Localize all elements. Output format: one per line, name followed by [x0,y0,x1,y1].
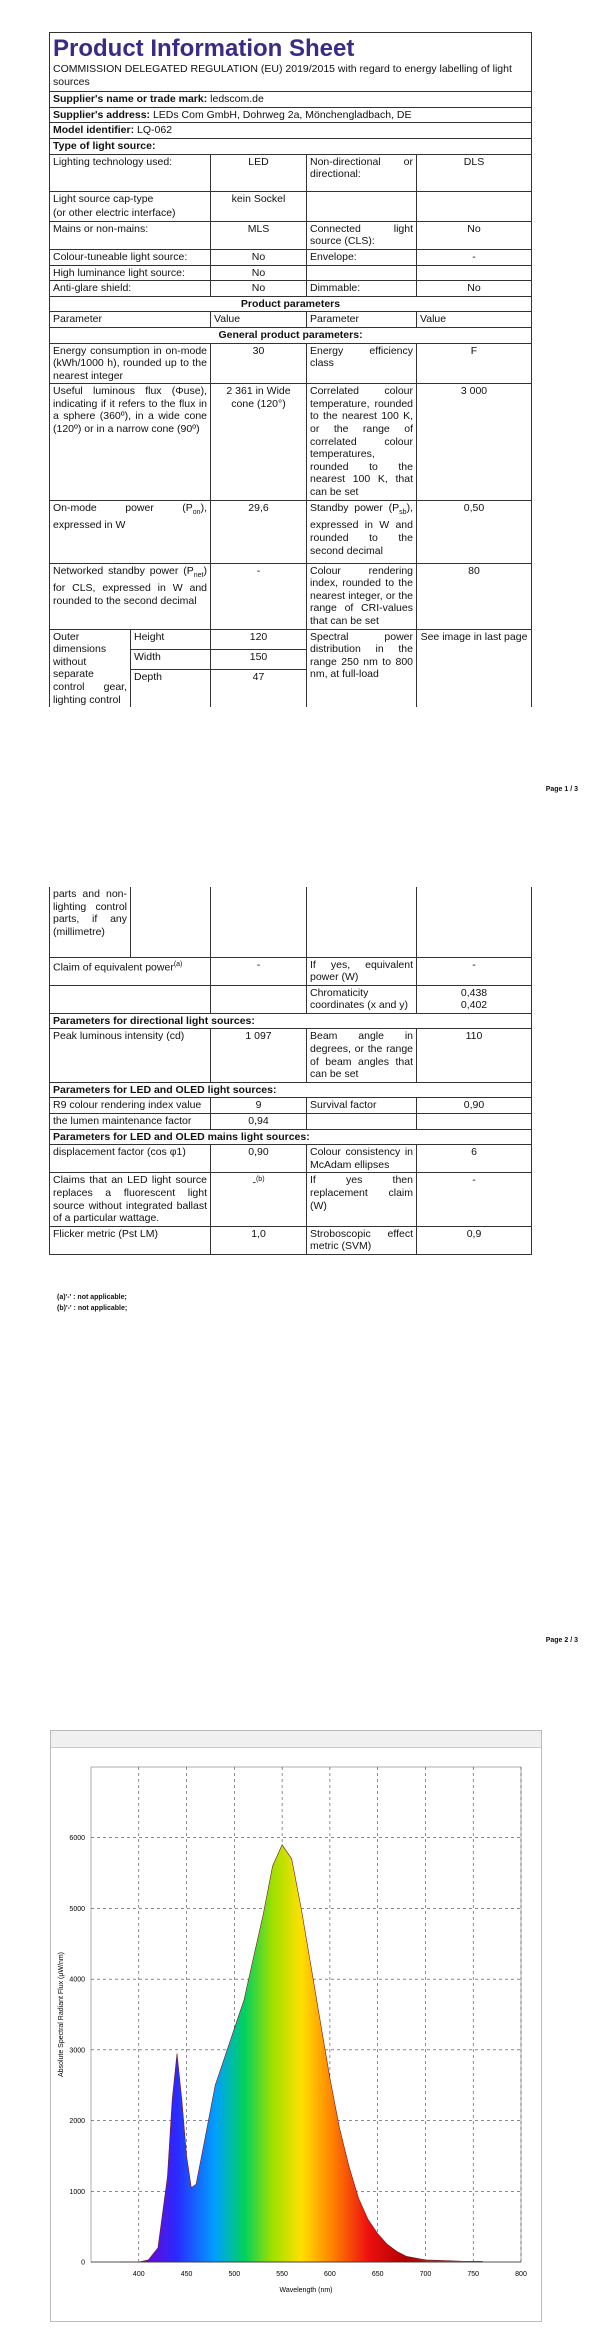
cap-type-label-line1: Light source cap-type [53,192,154,205]
colour-consistency-value: 6 [417,1145,532,1173]
survival-factor-label: Survival factor [307,1098,417,1114]
directional-label: Non-directional or directional: [307,154,417,191]
energy-class-label: Energy efficiency class [307,343,417,384]
cct-value: 3 000 [417,384,532,500]
networked-standby-value: - [211,563,307,629]
y-axis-label: Absolute Spectral Radiant Flux (μW/nm) [58,1951,65,2078]
energy-consumption-label: Energy consumption in on-mode (kWh/1000 h), rounded up to the nearest integer [50,343,211,384]
depth-label: Depth [131,669,211,707]
x-tick-label: 650 [371,2271,384,2278]
chromaticity-label: Chromaticity coordinates (x and y) [307,985,417,1013]
mains-value: MLS [211,221,307,249]
width-value: 150 [211,649,307,669]
colour-consistency-label: Colour consistency in McAdam ellipses [307,1145,417,1173]
product-parameters-heading: Product parameters [50,296,532,312]
displacement-factor-value: 0,90 [211,1145,307,1173]
x-tick-label: 600 [324,2271,336,2278]
peak-intensity-label: Peak luminous intensity (cd) [50,1029,211,1082]
anti-glare-value: No [211,281,307,297]
y-tick-labels [69,1835,85,2266]
x-tick-label: 400 [132,2271,145,2278]
footnote-b: (b)'-' : not applicable; [57,1305,128,1312]
x-tick-label: 500 [228,2271,241,2278]
colour-tuneable-value: No [211,249,307,265]
equivalent-power-value: - [417,957,532,985]
height-value: 120 [211,629,307,649]
anti-glare-label: Anti-glare shield: [50,281,211,297]
fluorescent-claim-label: Claims that an LED light source replaces a fluorescent light source without integrated ballast of a particular wattage. [50,1173,211,1226]
col-header-parameter: Parameter [50,312,211,328]
beam-angle-value: 110 [417,1029,532,1082]
cap-type-label-line2: (or other electric interface) [53,207,176,220]
y-tick-label: 1000 [69,2188,85,2196]
energy-consumption-value: 30 [211,343,307,384]
supplier-name-value: ledscom.de [210,93,264,106]
height-label: Height [131,629,211,649]
spectral-distribution-value: See image in last page [417,629,532,707]
networked-standby-label: Networked standby power $(P_{net})$ for CLS, expressed in W and rounded to the second decimal [50,563,211,629]
y-tick-label: 3000 [69,2047,85,2055]
lumen-maintenance-label: the lumen maintenance factor [50,1114,211,1130]
peak-intensity-value: 1 097 [211,1029,307,1082]
spectral-power-chart [51,1747,541,2321]
depth-value: 47 [211,669,307,707]
energy-class-value: F [417,343,532,384]
replacement-claim-value: - [417,1173,532,1226]
on-mode-power-label: On-mode power $(P_{on})$, expressed in W [50,500,211,563]
colour-tuneable-label: Colour-tuneable light source: [50,249,211,265]
replacement-claim-label: If yes then replacement claim (W) [307,1173,417,1226]
product-info-table-2 [49,887,532,1255]
high-luminance-label: High luminance light source: [50,265,211,281]
survival-factor-value: 0,90 [417,1098,532,1114]
product-info-table-1 [49,32,532,707]
y-tick-label: 0 [81,2259,85,2267]
model-identifier-label: Model identifier: [53,124,135,137]
stroboscopic-label: Stroboscopic effect metric (SVM) [307,1226,417,1254]
y-tick-label: 2000 [69,2118,85,2126]
col-header-value-2: Value [417,312,532,328]
page-number-1: Page 1 / 3 [545,786,578,793]
spectral-distribution-label: Spectral power distribution in the range 250 nm to 800 nm, at full-load [307,629,417,707]
claim-equivalent-value: - [211,957,307,985]
x-tick-label: 700 [419,2271,432,2278]
footnotes [57,1292,127,1314]
standby-power-value: 0,50 [417,500,532,563]
col-header-value: Value [211,312,307,328]
envelope-value: - [417,249,532,265]
cap-type-value: kein Sockel [211,191,307,221]
claim-equivalent-label: Claim of equivalent power$^{(a)}$ [50,957,211,985]
lighting-technology-label: Lighting technology used: [50,154,211,191]
x-tick-label: 800 [515,2271,527,2278]
general-parameters-heading: General product parameters: [50,327,532,343]
supplier-address-value: LEDs Com GmbH, Dohrweg 2a, Mönchengladbach, DE [152,108,412,121]
chromaticity-y: 0,402 [460,999,488,1012]
type-of-light-source-heading: Type of light source: [50,138,532,154]
envelope-label: Envelope: [307,249,417,265]
on-mode-power-value: 29,6 [211,500,307,563]
y-tick-label: 5000 [69,1905,85,1913]
flicker-metric-value: 1,0 [211,1226,307,1254]
led-mains-heading: Parameters for LED and OLED mains light sources: [50,1129,532,1145]
supplier-address-label: Supplier's address: [53,108,151,121]
outer-dimensions-label-cont: parts and non-lighting control parts, if any (millimetre) [50,887,131,957]
luminous-flux-label: Useful luminous flux (Φuse), indicating if it refers to the flux in a sphere (360º), in a wide cone (120º) or in a narrow cone (90º) [50,384,211,500]
flicker-metric-label: Flicker metric (Pst LM) [50,1226,211,1254]
x-tick-label: 750 [467,2271,480,2278]
cri-value: 80 [417,563,532,629]
y-tick-label: 6000 [69,1835,85,1843]
x-tick-label: 550 [276,2271,288,2278]
chromaticity-value [417,985,532,1013]
y-tick-label: 4000 [69,1976,85,1984]
lumen-maintenance-value: 0,94 [211,1114,307,1130]
cls-label: Connected light source (CLS): [307,221,417,249]
dimmable-label: Dimmable: [307,281,417,297]
outer-dimensions-label: Outer dimensions without separate control gear, lighting control [50,629,131,707]
regulation-subtitle: COMMISSION DELEGATED REGULATION (EU) 2019/2015 with regard to energy labelling of light sources [53,63,512,88]
cri-label: Colour rendering index, rounded to the nearest integer, or the range of CRI-values that can be set [307,563,417,629]
page-number-2: Page 2 / 3 [545,1637,578,1644]
luminous-flux-value: 2 361 in Wide cone (120°) [211,384,307,500]
cap-type-label [50,191,211,221]
page-title: Product Information Sheet [53,35,355,62]
r9-label: R9 colour rendering index value [50,1098,211,1114]
lighting-technology-value: LED [211,154,307,191]
standby-power-label: Standby power $(P_{sb})$, expressed in W and rounded to the second decimal [307,500,417,563]
col-header-parameter-2: Parameter [307,312,417,328]
r9-value: 9 [211,1098,307,1114]
chart-toolbar [51,1731,541,1748]
directional-value: DLS [417,154,532,191]
high-luminance-value: No [211,265,307,281]
beam-angle-label: Beam angle in degrees, or the range of beam angles that can be set [307,1029,417,1082]
dimmable-value: No [417,281,532,297]
mains-label: Mains or non-mains: [50,221,211,249]
cct-label: Correlated colour temperature, rounded to the nearest 100 K, or the range of correlated colour temperatures, rounded to the nearest 100 K, that can be set [307,384,417,500]
supplier-name-label: Supplier's name or trade mark: [53,93,208,106]
fluorescent-claim-value: -$^{(b)}$ [211,1173,307,1226]
directional-heading: Parameters for directional light sources: [50,1013,532,1029]
model-identifier-value: LQ-062 [137,124,173,137]
cls-value: No [417,221,532,249]
width-label: Width [131,649,211,669]
footnote-a: (a)'-' : not applicable; [57,1294,127,1301]
x-tick-label: 450 [180,2271,193,2278]
chromaticity-x: 0,438 [460,986,488,999]
led-params-heading: Parameters for LED and OLED light sources: [50,1082,532,1098]
equivalent-power-label: If yes, equivalent power (W) [307,957,417,985]
stroboscopic-value: 0,9 [417,1226,532,1254]
spectrum-chart-frame [50,1730,542,2322]
x-tick-labels [133,2271,527,2278]
displacement-factor-label: displacement factor (cos φ1) [50,1145,211,1173]
x-axis-label: Wavelength (nm) [279,2287,333,2294]
